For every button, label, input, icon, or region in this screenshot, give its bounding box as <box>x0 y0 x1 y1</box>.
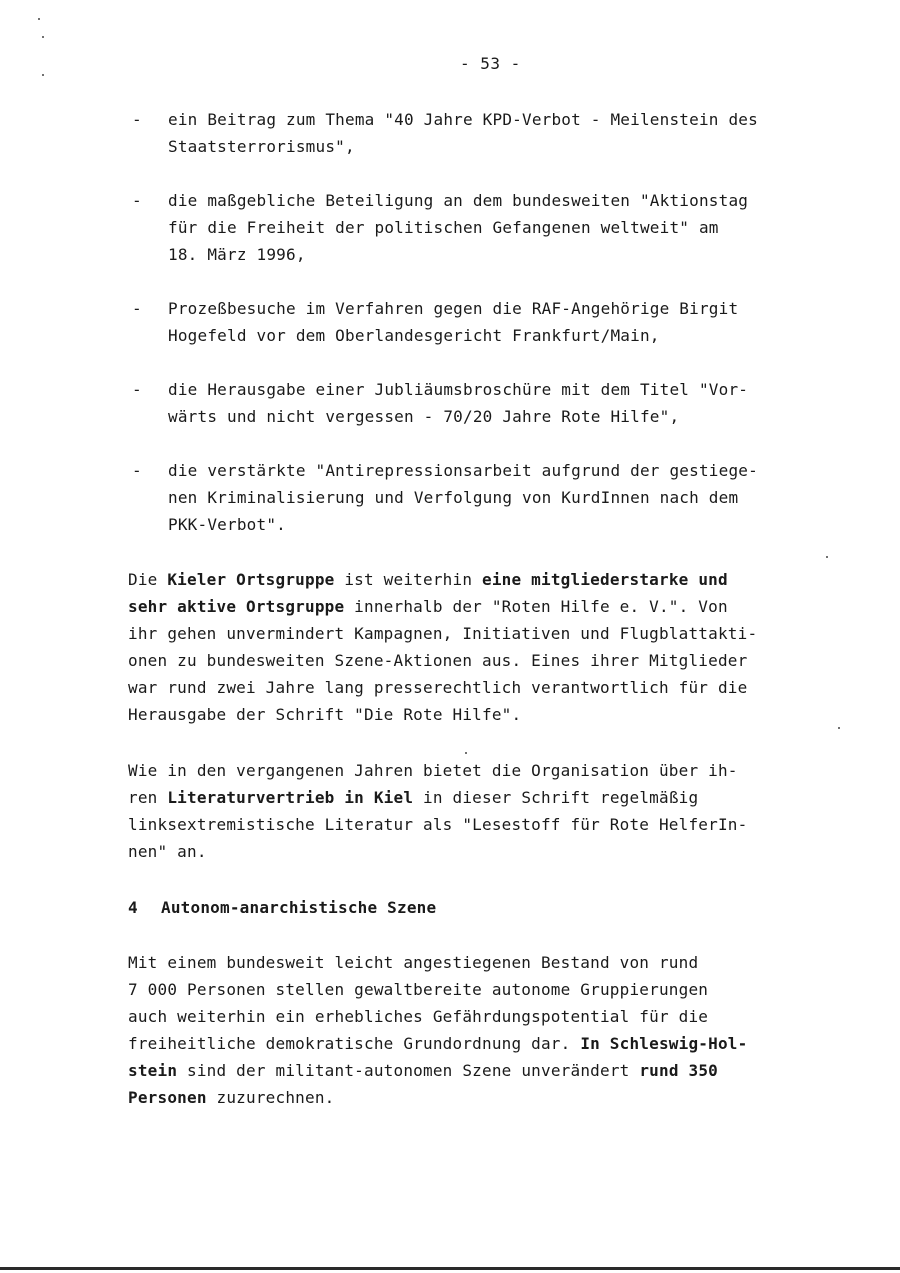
paragraph-autonome-szene <box>128 949 863 1111</box>
para3-bold-schleswig-holstein: In Schleswig-Hol- stein <box>128 1034 748 1080</box>
bullet-text: die maßgebliche Beteiligung an dem bundesweiten "Aktionstag für die Freiheit der politischen Gefangenen weltweit" am 18. März 1996, <box>168 191 749 264</box>
para1-bold-mitgliederstarke: eine mitgliederstarke und sehr aktive Ortsgruppe <box>128 570 728 616</box>
para3-text-1: Mit einem bundesweit leicht angestiegenen Bestand von rund 7 000 Personen stellen gewaltbereite autonome Gruppierungen auch weiterhin ein erhebliches Gefährdungspotential für die freiheitliche demokratische Grundordnung dar. <box>128 953 709 1053</box>
scan-speck <box>826 556 828 558</box>
bullet-item <box>128 376 858 430</box>
bullet-text: die Herausgabe einer Jubliäumsbroschüre mit dem Titel "Vor- wärts und nicht vergessen - 70/20 Jahre Rote Hilfe", <box>168 380 749 426</box>
para3-text-2: sind der militant-autonomen Szene unverändert <box>177 1061 640 1080</box>
para1-bold-kieler-ortsgruppe: Kieler Ortsgruppe <box>167 570 335 589</box>
page-number: - 53 - <box>460 54 521 73</box>
bullet-item <box>128 295 858 349</box>
bullet-list <box>128 106 858 565</box>
scan-speck <box>42 74 44 76</box>
bullet-text: Prozeßbesuche im Verfahren gegen die RAF-Angehörige Birgit Hogefeld vor dem Oberlandesgericht Frankfurt/Main, <box>168 299 739 345</box>
bullet-item <box>128 457 858 538</box>
bullet-dash: - <box>132 461 142 480</box>
para1-text-1: Die <box>128 570 168 589</box>
scan-speck <box>465 752 467 754</box>
section-heading <box>128 894 436 921</box>
para2-text-1: Wie in den vergangenen Jahren bietet die Organisation über ih- ren <box>128 761 738 807</box>
para2-bold-literaturvertrieb: Literaturvertrieb in Kiel <box>167 788 414 807</box>
paragraph-literaturvertrieb <box>128 757 863 865</box>
bullet-dash: - <box>132 110 142 129</box>
para3-bold-rund-350: rund 350 Personen <box>128 1061 718 1107</box>
scan-speck <box>838 727 840 729</box>
bullet-dash: - <box>132 380 142 399</box>
para2-text-2: in dieser Schrift regelmäßig linksextremistische Literatur als "Lesestoff für Rote HelferIn- nen" an. <box>128 788 748 861</box>
scan-speck <box>38 18 40 20</box>
bullet-item <box>128 187 858 268</box>
section-number: 4 <box>128 898 138 917</box>
bullet-text: die verstärkte "Antirepressionsarbeit aufgrund der gestiege- nen Kriminalisierung und Verfolgung von KurdInnen nach dem PKK-Verbot". <box>168 461 758 534</box>
para1-text-2: ist weiterhin <box>334 570 483 589</box>
paragraph-kieler-ortsgruppe <box>128 566 863 728</box>
para1-text-3: innerhalb der "Roten Hilfe e. V.". Von ihr gehen unvermindert Kampagnen, Initiativen und Flugblattakti- onen zu bundesweiten Szene-Aktionen aus. Eines ihrer Mitglieder war rund zwei Jahre lang presserechtlich verantwortlich für die Herausgabe der Schrift "Die Rote Hilfe". <box>128 597 758 724</box>
bullet-text: ein Beitrag zum Thema "40 Jahre KPD-Verbot - Meilenstein des Staatsterrorismus", <box>168 110 758 156</box>
page-bottom-edge <box>0 1267 900 1270</box>
section-title: Autonom-anarchistische Szene <box>161 898 437 917</box>
bullet-item <box>128 106 858 160</box>
bullet-dash: - <box>132 191 142 210</box>
scan-speck <box>42 36 44 38</box>
bullet-dash: - <box>132 299 142 318</box>
para3-text-3: zuzurechnen. <box>206 1088 335 1107</box>
